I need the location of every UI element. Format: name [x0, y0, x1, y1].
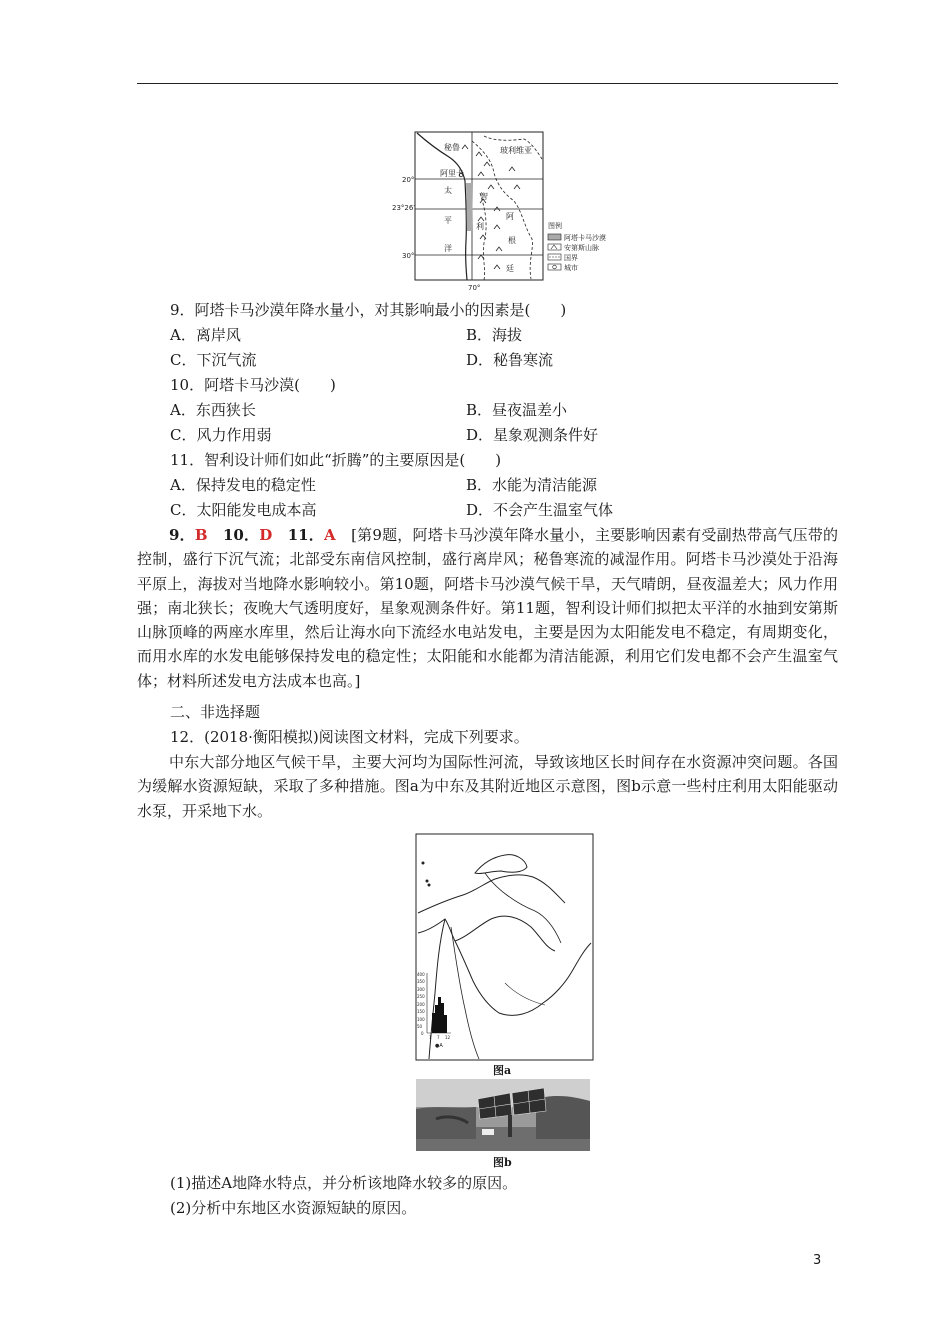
- fig-a-x-12: 12: [445, 1035, 451, 1040]
- fig-a-y-100: 100: [417, 1017, 425, 1022]
- fig-a-y-400: 400: [417, 972, 425, 977]
- q10-option-b: B．昼夜温差小: [466, 401, 568, 419]
- label-yang: 洋: [444, 244, 452, 253]
- label-lat20: 20°: [402, 176, 415, 184]
- label-ping: 平: [444, 216, 452, 225]
- fig-a-caption: 图a: [493, 1064, 512, 1077]
- answer-10: D: [259, 526, 273, 544]
- fig-a-x-1: 1: [429, 1035, 432, 1040]
- q11-option-a: A．保持发电的稳定性: [170, 476, 316, 494]
- answer-11-num: 11．: [287, 526, 324, 544]
- answer-9: B: [194, 526, 208, 544]
- fig-a-y-0: 0: [421, 1031, 424, 1036]
- q11-option-d: D．不会产生温室气体: [466, 501, 614, 519]
- label-zhi: 智: [480, 192, 488, 201]
- q9-option-c: C．下沉气流: [170, 351, 257, 369]
- answer-explanation: [第9题，阿塔卡马沙漠年降水量小，主要影响因素有受副热带高气压带的控制，盛行下沉气流；北部受东南信风控制，盛行离岸风；秘鲁寒流的减湿作用。阿塔卡马沙漠处于沿海平原上，海拔对当地降水影响较小。第10题，阿塔卡马沙漠气候干旱，天气晴朗，昼夜温差大；风力作用强；南北狭长；夜晚大气透明度好，星象观测条件好。第11题，智利设计师们拟把太平洋的水抽到安第斯山脉顶峰的两座水库里，然后让海水向下流经水电站发电，主要是因为太阳能发电不稳定，有周期变化，而用水库的水发电能够保持发电的稳定性；太阳能和水能都为清洁能源，利用它们发电都不会产生温室气体；材料所述发电方法成本也高。]: [137, 526, 839, 690]
- q9-option-d: D．秘鲁寒流: [466, 351, 554, 369]
- label-lat2326: 23°26′: [392, 204, 415, 212]
- label-peru: 秘鲁: [444, 143, 460, 152]
- q12-body: 中东大部分地区气候干旱，主要大河均为国际性河流，导致该地区长时间存在水资源冲突问题。各国为缓解水资源短缺，采取了多种措施。图a为中东及其附近地区示意图，图b示意一些村庄利用太阳能驱动水泵，开采地下水。: [137, 753, 838, 820]
- label-gen: 根: [508, 236, 516, 245]
- fig-a-y-200: 200: [417, 1002, 425, 1007]
- legend-border: 国界: [564, 254, 578, 262]
- fig-a-point-a: ●A: [435, 1043, 443, 1049]
- fig-a-x-7: 7: [437, 1035, 440, 1040]
- q10-option-a: A．东西狭长: [170, 401, 256, 419]
- q10-stem: 10．阿塔卡马沙漠( ): [170, 376, 336, 394]
- legend-desert: 阿塔卡马沙漠: [564, 234, 606, 242]
- atacama-map: [392, 131, 619, 293]
- answer-10-num: 10．: [222, 526, 260, 544]
- q9-stem: 9．阿塔卡马沙漠年降水量小，对其影响最小的因素是( ): [170, 301, 567, 319]
- fig-a-y-150: 150: [417, 1009, 425, 1014]
- solar-pump-photo: [416, 1079, 590, 1151]
- label-bolivia: 玻利维亚: [500, 146, 532, 155]
- q10-option-d: D．星象观测条件好: [466, 426, 599, 444]
- fig-b-caption: 图b: [493, 1156, 512, 1169]
- q12-title: 12．(2018·衡阳模拟)阅读图文材料，完成下列要求。: [170, 728, 529, 746]
- label-a: 阿: [506, 212, 514, 221]
- q9-option-a: A．离岸风: [170, 326, 241, 344]
- answer-9-num: 9．: [169, 526, 195, 544]
- q11-stem: 11．智利设计师们如此“折腾”的主要原因是( ): [170, 451, 502, 469]
- header-rule: [137, 83, 838, 84]
- legend-city: 城市: [564, 264, 578, 272]
- label-ting: 廷: [506, 264, 514, 273]
- fig-a-y-50: 50: [417, 1024, 423, 1029]
- legend-title: 图例: [548, 222, 562, 230]
- label-li: 利: [476, 222, 484, 231]
- q11-option-b: B．水能为清洁能源: [466, 476, 598, 494]
- fig-a-y-350: 350: [417, 979, 425, 984]
- section-heading: 二、非选择题: [170, 703, 261, 721]
- q12-sub1: (1)描述A地降水特点，并分析该地降水较多的原因。: [170, 1174, 518, 1192]
- q12-sub2: (2)分析中东地区水资源短缺的原因。: [170, 1199, 417, 1217]
- label-tai: 太: [444, 186, 452, 195]
- q9-option-b: B．海拔: [466, 326, 523, 344]
- page-number: 3: [813, 1253, 822, 1268]
- fig-a-y-300: 300: [417, 987, 425, 992]
- fig-a-y-250: 250: [417, 994, 425, 999]
- label-lon70: 70°: [468, 284, 481, 292]
- legend-andes: 安第斯山脉: [564, 244, 599, 252]
- answer-block: [137, 523, 838, 693]
- label-lat30: 30°: [402, 252, 415, 260]
- label-arica: 阿里卡: [440, 169, 464, 178]
- answer-11: A: [324, 526, 336, 544]
- q11-option-c: C．太阳能发电成本高: [170, 501, 317, 519]
- q10-option-c: C．风力作用弱: [170, 426, 272, 444]
- middle-east-map: [415, 833, 595, 1063]
